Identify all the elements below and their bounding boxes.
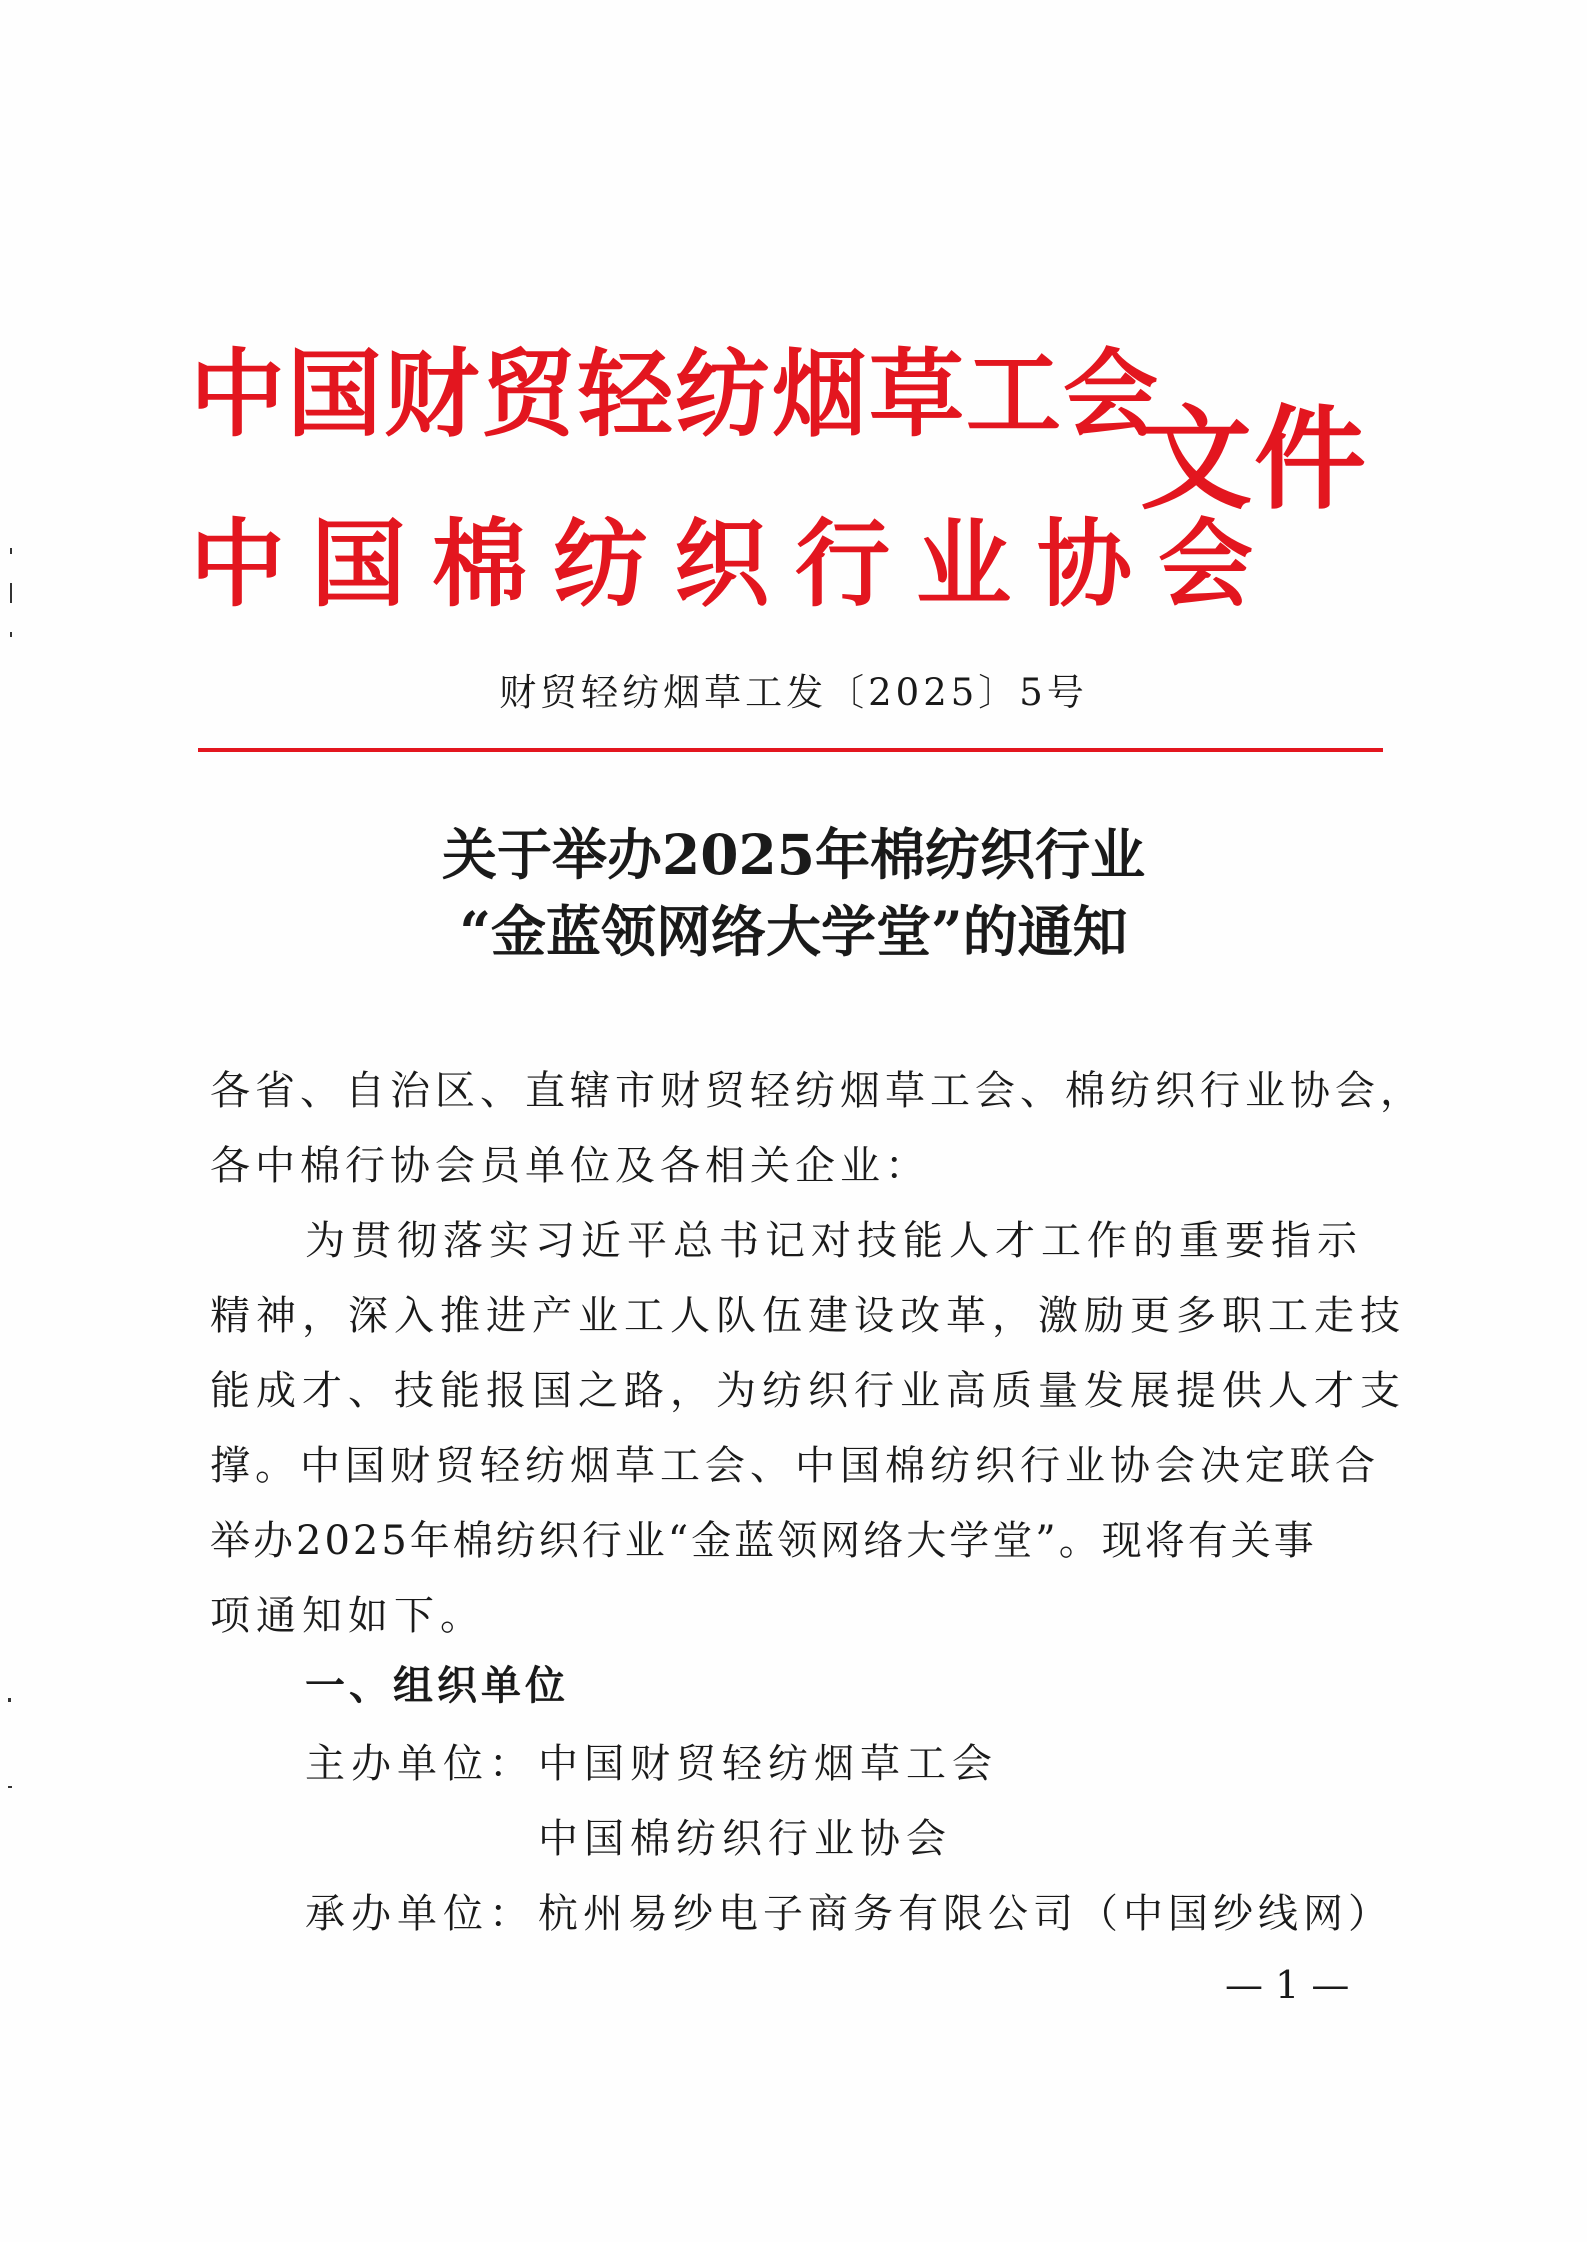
scan-speck bbox=[8, 1698, 11, 1702]
document-title-line-1: 关于举办2025年棉纺织行业 bbox=[441, 822, 1146, 887]
document-title-line-2: “金蓝领网络大学堂”的通知 bbox=[459, 899, 1128, 964]
scan-speck bbox=[10, 583, 12, 603]
page-number: — 1 — bbox=[1225, 1963, 1350, 2007]
letterhead-divider bbox=[198, 748, 1383, 752]
host-unit-2: 中国棉纺织行业协会 bbox=[538, 1816, 952, 1862]
host-unit-1: 中国财贸轻纺烟草工会 bbox=[538, 1741, 998, 1787]
organizer-unit: 杭州易纱电子商务有限公司（中国纱线网） bbox=[538, 1891, 1393, 1937]
scan-speck bbox=[10, 632, 12, 637]
intro-paragraph-line: 撑。中国财贸轻纺烟草工会、中国棉纺织行业协会决定联合 bbox=[210, 1443, 1380, 1489]
letterhead-org-1: 中国财贸轻纺烟草工会 bbox=[190, 340, 1161, 450]
scan-speck bbox=[10, 548, 12, 554]
letterhead-org-2: 中国棉纺织行业协会 bbox=[190, 510, 1280, 620]
document-number: 财贸轻纺烟草工发〔2025〕5号 bbox=[499, 671, 1088, 714]
intro-paragraph-line: 能成才、技能报国之路，为纺织行业高质量发展提供人才支 bbox=[210, 1368, 1406, 1414]
intro-paragraph-line: 举办2025年棉纺织行业“金蓝领网络大学堂”。现将有关事 bbox=[210, 1518, 1317, 1564]
intro-paragraph-line: 项通知如下。 bbox=[210, 1593, 486, 1639]
section-heading: 一、组织单位 bbox=[305, 1663, 569, 1709]
organizer-label: 承办单位： bbox=[305, 1891, 535, 1937]
host-label: 主办单位： bbox=[305, 1741, 535, 1787]
scan-speck bbox=[8, 1786, 12, 1788]
letterhead-doc-type: 文件 bbox=[1140, 395, 1368, 525]
addressee-line-1: 各省、自治区、直辖市财贸轻纺烟草工会、棉纺织行业协会， bbox=[210, 1068, 1425, 1114]
intro-paragraph-line: 精神，深入推进产业工人队伍建设改革，激励更多职工走技 bbox=[210, 1293, 1406, 1339]
intro-paragraph-line: 为贯彻落实习近平总书记对技能人才工作的重要指示 bbox=[305, 1218, 1363, 1264]
addressee-line-2: 各中棉行协会员单位及各相关企业： bbox=[210, 1143, 930, 1189]
